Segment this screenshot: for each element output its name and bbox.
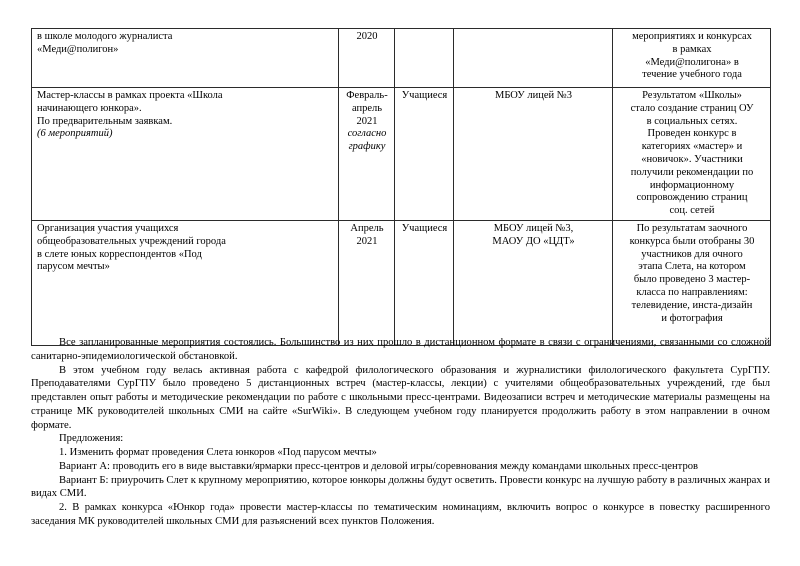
cell-participants — [395, 88, 454, 221]
result-line: этапа Слета, на котором — [638, 261, 746, 273]
activity-line-italic: (6 мероприятий) — [37, 128, 113, 140]
cell-dates — [339, 88, 395, 221]
result-line: течение учебного года — [642, 69, 742, 81]
paragraph-summary: Все запланированные мероприятия состоялись. Большинство из них прошло в дистанционном формате в связи с ограничениями, связанными со сложной санитарно-эпидемиологической обстановкой. — [31, 337, 770, 362]
cell-activity — [32, 29, 339, 88]
venue-line: МАОУ ДО «ЦДТ» — [492, 235, 575, 247]
result-line: Проведен конкурс в — [647, 128, 737, 140]
dates-line: апрель — [351, 102, 383, 114]
cell-venue — [454, 29, 613, 88]
participants-line: Учащиеся — [401, 90, 448, 101]
dates-line: Февраль- — [346, 90, 388, 101]
result-line: конкурса были отобраны 30 — [629, 235, 755, 247]
result-line: стало создание страниц ОУ — [630, 102, 754, 114]
activity-line: в школе молодого журналиста — [37, 31, 173, 42]
result-line: в рамках — [672, 43, 712, 55]
cell-venue — [454, 88, 613, 221]
venue-line: МБОУ лицей №3, — [493, 222, 574, 234]
result-line: мероприятиях и конкурсах — [632, 31, 752, 42]
cell-dates — [339, 220, 395, 345]
activity-line: Мастер-классы в рамках проекта «Школа — [37, 90, 223, 101]
cell-activity — [32, 88, 339, 221]
participants-line: Учащиеся — [401, 222, 448, 234]
paragraph-variant-b: Вариант Б: приурочить Слет к крупному мероприятию, которое юнкоры должны будут осветить. Провести конкурс на лучшую работу в различных жанрах и видах СМИ. — [31, 474, 770, 500]
activity-line: парусом мечты» — [37, 261, 110, 273]
dates-line-italic: согласно — [347, 128, 387, 140]
cell-result — [613, 29, 771, 88]
cell-participants — [395, 29, 454, 88]
activity-line: общеобразовательных учреждений города — [37, 235, 226, 247]
result-line: «Меди@полигона» в — [645, 56, 739, 68]
activity-line: Организация участия учащихся — [37, 222, 179, 234]
result-line: в социальных сетях. — [646, 115, 738, 127]
cell-participants — [395, 220, 454, 345]
result-line: участников для очного — [641, 248, 743, 260]
result-line: сопровождению страниц — [636, 192, 748, 204]
result-line: соц. сетей — [669, 205, 715, 217]
result-line: категориях «мастер» и — [641, 141, 743, 153]
result-line: класса по направлениям: — [636, 286, 748, 298]
cell-result — [613, 220, 771, 345]
table-row — [32, 88, 771, 221]
paragraph-proposal-1: 1. Изменить формат проведения Слета юнкоров «Под парусом мечты» — [59, 447, 377, 459]
result-line: получили рекомендации по — [630, 166, 754, 178]
venue-line: МБОУ лицей №3 — [495, 90, 572, 101]
table-row — [32, 29, 771, 88]
cell-activity — [32, 220, 339, 345]
paragraph-variant-a: Вариант А: проводить его в виде выставки/ярмарки пресс-центров и деловой игры/соревнования между командами школьных пресс-центров — [59, 460, 699, 472]
report-table — [31, 28, 771, 346]
result-line: По результатам заочного — [636, 222, 748, 234]
result-line: информационному — [649, 179, 735, 191]
paragraph-university-cooperation: В этом учебном году велась активная работа с кафедрой филологического образования и журналистики филологического факультета СурГПУ. Преподавателями СурГПУ было проведено 5 дистанционных встреч (мастер-классы, лекции) с учителями общеобразовательных учреждений, где был представлен опыт работы и методические рекомендации по работе с школьными пресс-центрами. Видеозаписи встреч и методические материалы размещены на странице МК руководителей школьных СМИ на сайте «SurWiki». В следующем учебном году планируется продолжить работу в этом направлении в очном формате. — [31, 364, 770, 431]
activity-line: в слете юных корреспондентов «Под — [37, 248, 202, 260]
report-table-wrapper — [31, 28, 770, 346]
activity-line: По предварительным заявкам. — [37, 115, 173, 127]
paragraph-proposal-2: 2. В рамках конкурса «Юнкор года» провести мастер-классы по тематическим номинациям, включить вопрос о конкурсе в повестку расширенного заседания МК руководителей школьных СМИ для разъяснений всех пунктов Положения. — [31, 502, 770, 527]
result-line: Результатом «Школы» — [642, 90, 742, 101]
activity-line: «Меди@полигон» — [37, 43, 119, 55]
table-row — [32, 220, 771, 345]
result-line: «новичок». Участники — [641, 153, 743, 165]
cell-result — [613, 88, 771, 221]
dates-line: Апрель — [350, 222, 384, 234]
dates-line: 2021 — [356, 235, 378, 247]
result-line: телевидение, инста-дизайн — [631, 299, 753, 311]
dates-line: 2020 — [356, 31, 378, 42]
result-line: было проведено 3 мастер- — [633, 274, 751, 286]
activity-line: начинающего юнкора». — [37, 102, 142, 114]
paragraph-proposals-heading: Предложения: — [59, 433, 124, 445]
dates-line: 2021 — [356, 115, 378, 127]
result-line: и фотография — [661, 312, 723, 324]
dates-line-italic: графику — [348, 141, 386, 153]
cell-dates — [339, 29, 395, 88]
cell-venue — [454, 220, 613, 345]
document-body — [31, 336, 770, 529]
